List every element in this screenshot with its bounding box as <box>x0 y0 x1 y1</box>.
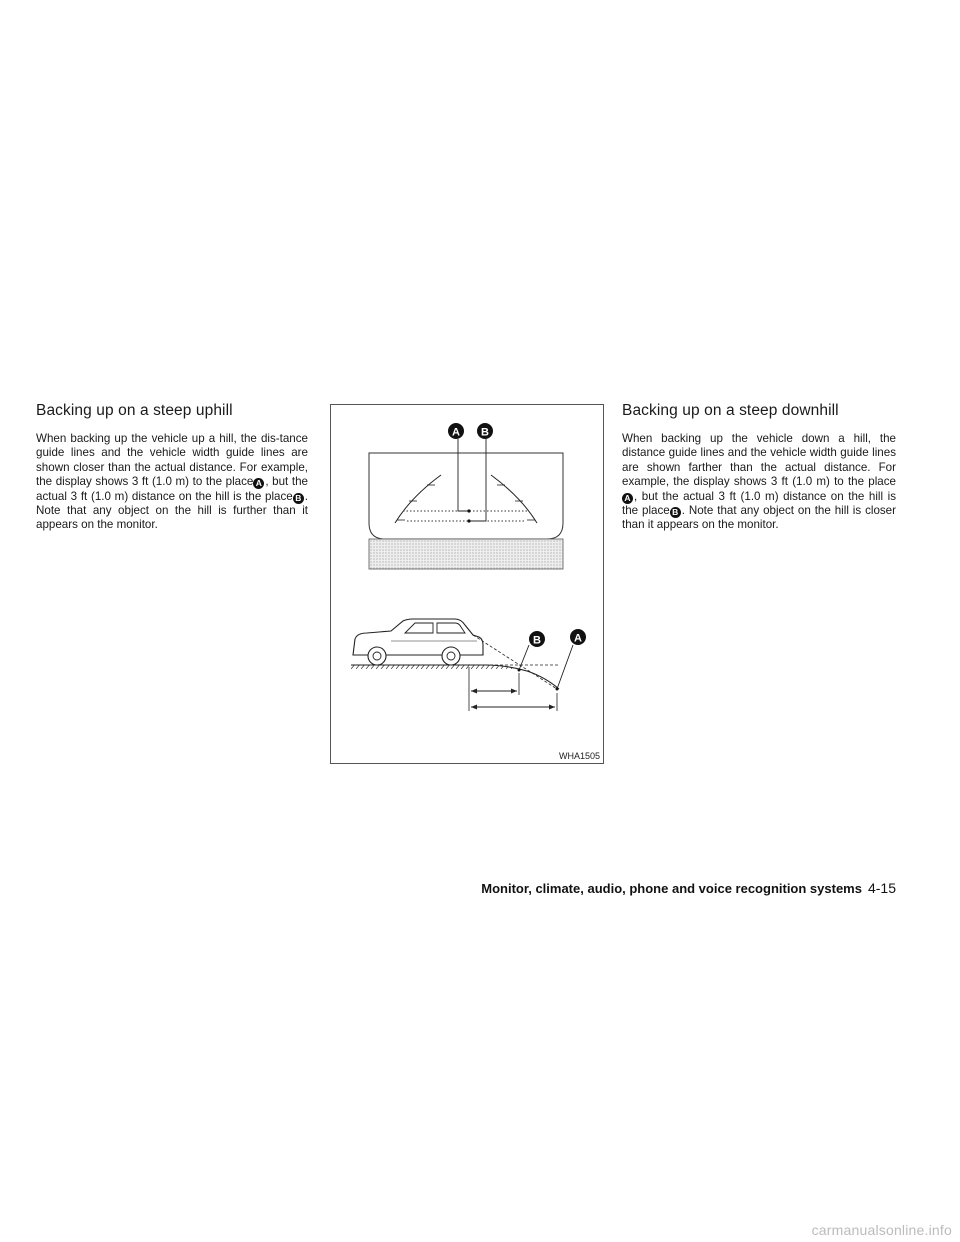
figure-code: WHA1505 <box>558 751 600 761</box>
monitor-screen <box>369 439 563 569</box>
label-b-top: B <box>481 426 489 439</box>
watermark: carmanualsonline.info <box>811 1222 952 1238</box>
uphill-text-1: When backing up the vehicle up a hill, the dis-tance guide lines and the vehicle width guide lines are shown closer than the actual distance. For example, the display shows 3 ft (1.0 m) to the place <box>36 432 308 489</box>
label-b-top-icon <box>477 423 493 439</box>
downhill-paragraph <box>622 432 896 533</box>
downhill-text-1: When backing up the vehicle down a hill, the distance guide lines and the vehicle width guide lines are shown farther than the actual distance. For example, the display shows 3 ft (1.0 m) to the place <box>622 432 896 489</box>
label-a-bottom-icon <box>570 629 586 645</box>
downhill-text-3: . Note that any object on the hill is closer than it appears on the monitor. <box>622 504 896 532</box>
uphill-text-3: . Note that any object on the hill is further than it appears on the monitor. <box>36 489 308 532</box>
label-b-bottom: B <box>533 634 541 647</box>
uphill-section <box>36 402 308 533</box>
uphill-heading: Backing up on a steep uphill <box>36 402 233 419</box>
label-a-bottom: A <box>574 632 582 645</box>
car-icon <box>353 619 483 665</box>
label-a-top-icon <box>448 423 464 439</box>
footer-section-title: Monitor, climate, audio, phone and voice recognition systems <box>481 881 862 896</box>
marker-b-icon: B <box>293 493 304 504</box>
uphill-paragraph <box>36 432 308 533</box>
downhill-text-2: , but the actual 3 ft (1.0 m) distance on the hill is the place <box>622 489 896 518</box>
page-number: 4-15 <box>867 880 896 896</box>
downhill-heading: Backing up on a steep downhill <box>622 402 839 419</box>
illustration-drawing <box>331 405 603 763</box>
downhill-section <box>622 402 896 533</box>
label-b-bottom-icon <box>529 631 545 647</box>
page-footer <box>481 880 896 896</box>
marker-a-icon: A <box>253 478 264 489</box>
marker-b-icon: B <box>670 507 681 518</box>
marker-a-icon: A <box>622 493 633 504</box>
label-a-top: A <box>452 426 460 439</box>
uphill-text-2: , but the actual 3 ft (1.0 m) distance on the hill is the place <box>36 475 308 503</box>
downhill-illustration <box>330 404 604 764</box>
